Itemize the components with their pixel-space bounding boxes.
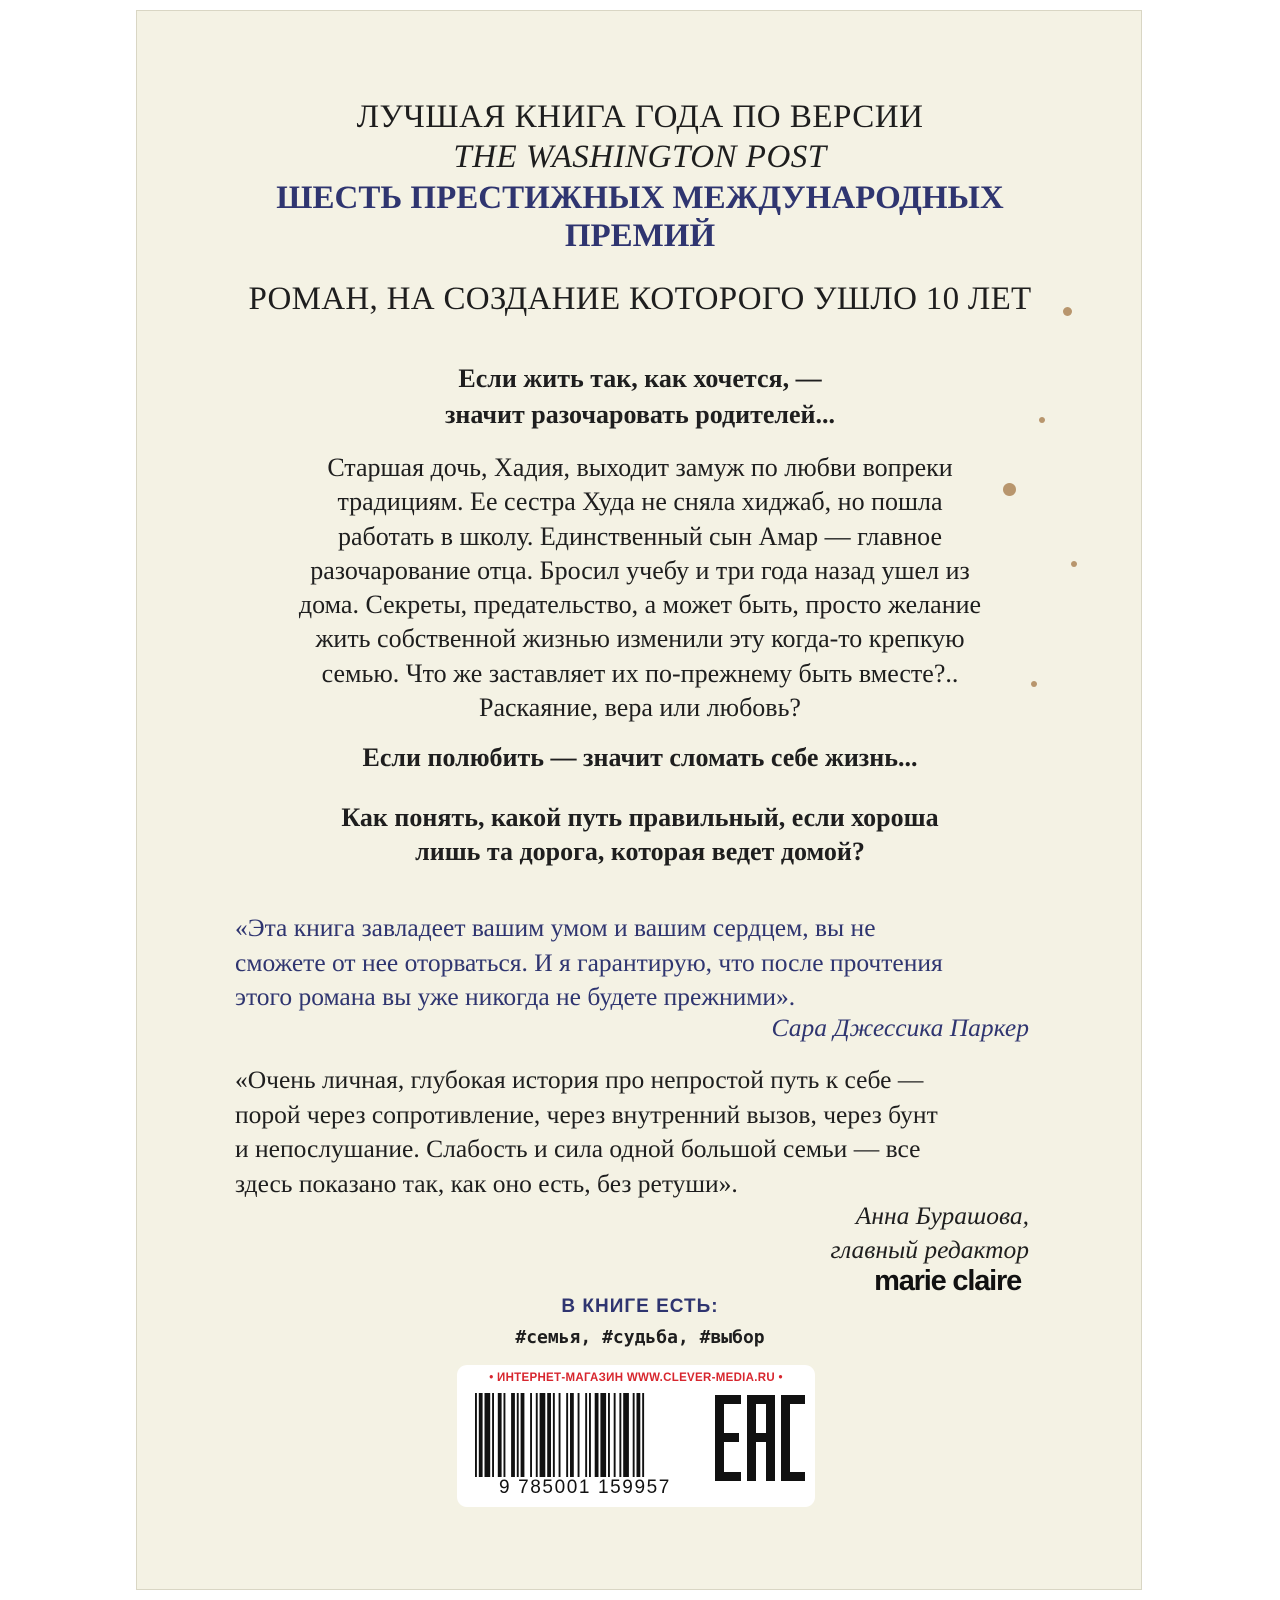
barcode-bar (559, 1393, 561, 1489)
quote-line: здесь показано так, как оно есть, без ретуши». (235, 1168, 738, 1198)
tagline-3-line-1: Как понять, какой путь правильный, если хороша (341, 803, 939, 832)
barcode-bar (511, 1393, 515, 1489)
shop-url: • ИНТЕРНЕТ-МАГАЗИН WWW.CLEVER-MEDIA.RU • (489, 1372, 783, 1384)
description-line: семью. Что же заставляет их по-прежнему быть вместе?.. (321, 658, 959, 688)
description-line: работать в школу. Единственный сын Амар — главное (338, 521, 942, 551)
quote-line: «Эта книга завладеет вашим умом и вашим сердцем, вы не (235, 913, 876, 942)
decorative-dot (1003, 483, 1016, 496)
tagline-3-line-2: лишь та дорога, которая ведет домой? (415, 837, 865, 866)
barcode-bar (595, 1393, 599, 1489)
barcode-bar (585, 1393, 587, 1489)
years-heading: РОМАН, НА СОЗДАНИЕ КОТОРОГО УШЛО 10 ЛЕТ (248, 281, 1032, 317)
prizes-line-1: ШЕСТЬ ПРЕСТИЖНЫХ МЕЖДУНАРОДНЫХ (276, 180, 1004, 216)
barcode-bar (619, 1393, 621, 1489)
eac-mark-icon (713, 1393, 807, 1483)
decorative-dot (1031, 681, 1037, 687)
barcode-bar (530, 1393, 532, 1489)
tagline-1-line-2: значит разочаровать родителей... (444, 400, 835, 429)
description-line: Раскаяние, вера или любовь? (479, 693, 801, 723)
barcode-bar (540, 1393, 546, 1489)
barcode-bar (485, 1393, 491, 1489)
barcode-bar (475, 1393, 477, 1489)
tagline-3 (137, 801, 1143, 869)
in-book-label: В КНИГЕ ЕСТЬ: (561, 1296, 719, 1317)
barcode-bar (521, 1393, 525, 1489)
quote-line: порой через сопротивление, через внутренний вызов, через бунт (235, 1099, 938, 1129)
decorative-dot (1039, 417, 1045, 423)
description-line: традициям. Ее сестра Худа не сняла хиджаб, но пошла (337, 487, 943, 517)
award-heading (137, 97, 1143, 177)
author-name: Анна Бурашова, (855, 1201, 1029, 1230)
quote-parker-author: Сара Джессика Паркер (771, 1013, 1029, 1042)
barcode-bar (608, 1393, 610, 1489)
prizes-line-2: ПРЕМИЙ (564, 218, 716, 254)
barcode-bar (547, 1393, 551, 1489)
description (137, 451, 1143, 725)
prizes-heading (137, 179, 1143, 255)
barcode-bar (479, 1393, 483, 1489)
tagline-1-line-1: Если жить так, как хочется, — (458, 364, 822, 393)
marie-claire-logo: marie claire (874, 1265, 1021, 1297)
quote-burashova (235, 1063, 1035, 1201)
barcode-bar (498, 1393, 502, 1489)
book-back-cover (136, 10, 1142, 1590)
barcode-bar (614, 1393, 616, 1489)
barcode-bar (553, 1393, 555, 1489)
tagline-2: Если полюбить — значит сломать себе жизнь... (362, 743, 918, 772)
barcode-bar (600, 1393, 606, 1489)
decorative-dot (1071, 561, 1077, 567)
barcode-bar (637, 1393, 641, 1489)
description-line: Старшая дочь, Хадия, выходит замуж по любви вопреки (327, 453, 953, 482)
tagline-1 (137, 361, 1143, 433)
quote-line: и непослушание. Слабость и сила одной большой семьи — все (235, 1134, 921, 1163)
barcode-bar (570, 1393, 574, 1489)
quote-parker (235, 911, 1035, 1015)
barcode-bar (578, 1393, 580, 1489)
quote-line: «Очень личная, глубокая история про непростой путь к себе — (235, 1065, 924, 1094)
barcode-bar (504, 1393, 506, 1489)
award-line-1: ЛУЧШАЯ КНИГА ГОДА ПО ВЕРСИИ (356, 99, 924, 135)
quote-line: сможете от нее оторваться. И я гарантирую, что после прочтения (235, 947, 943, 977)
barcode-bar (566, 1393, 568, 1489)
description-line: разочарование отца. Бросил учебу и три года назад ушел из (310, 555, 970, 585)
barcode-sticker (457, 1365, 815, 1507)
barcode-bar (492, 1393, 494, 1489)
barcode-bar (517, 1393, 519, 1489)
author-role: главный редактор (830, 1235, 1029, 1264)
description-line: дома. Секреты, предательство, а может быть, просто желание (298, 590, 982, 620)
barcode-bar (589, 1393, 591, 1489)
in-book-tags: #семья, #судьба, #выбор (515, 1327, 765, 1348)
barcode-bar (633, 1393, 635, 1489)
description-line: жить собственной жизнью изменили эту когда-то крепкую (315, 624, 965, 654)
barcode-bar (536, 1393, 538, 1489)
quote-burashova-author (831, 1199, 1030, 1267)
award-line-2: THE WASHINGTON POST (453, 139, 827, 175)
isbn-number: 9 785001 159957 (467, 1477, 703, 1499)
barcode-bar (642, 1393, 644, 1489)
barcode-icon (473, 1393, 699, 1489)
barcode-bar (623, 1393, 629, 1489)
quote-line: этого романа вы уже никогда не будете прежними». (235, 982, 796, 1011)
decorative-dot (1063, 307, 1072, 316)
